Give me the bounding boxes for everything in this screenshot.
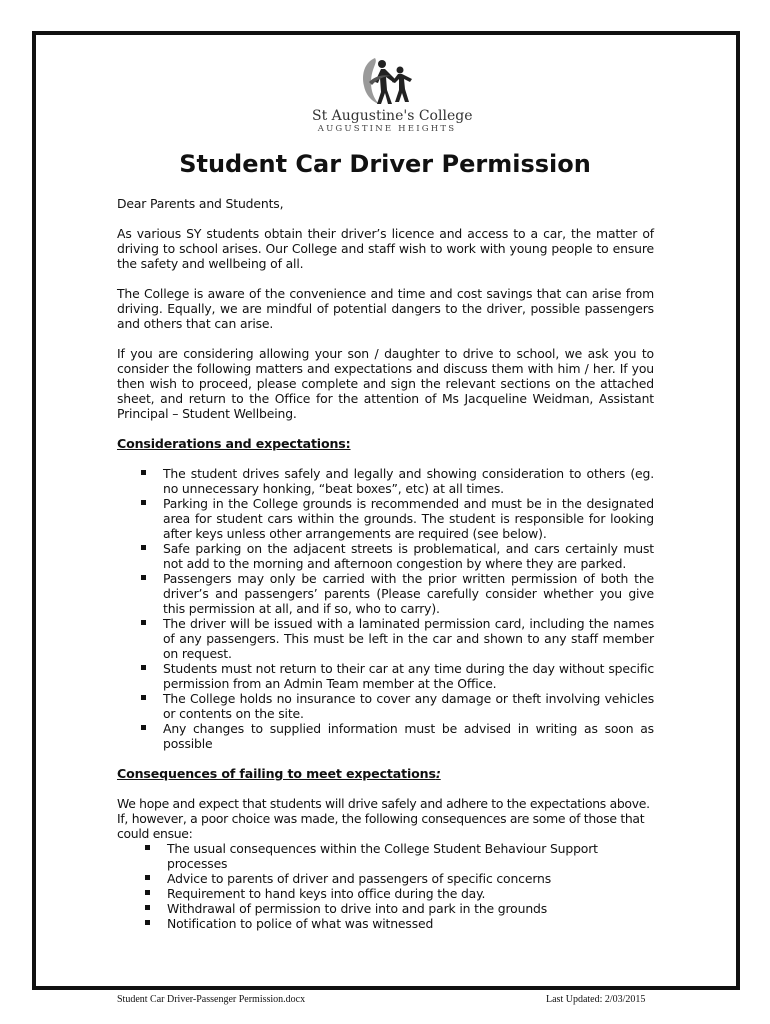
list-item: Passengers may only be carried with the prior written permission of both the driver’s and passengers’ parents (Please carefully consider whether you give this permission at all, and if so, who to carry). [117, 571, 654, 616]
college-logo [312, 52, 473, 142]
college-name: St Augustine's College [312, 108, 473, 124]
consequences-heading [117, 766, 654, 781]
bullet-icon [141, 695, 146, 700]
bullet-icon [141, 500, 146, 505]
considerations-heading: Considerations and expectations: [117, 436, 351, 451]
list-item: The College holds no insurance to cover any damage or theft involving vehicles or contents on the site. [117, 691, 654, 721]
paragraph-awareness: The College is aware of the convenience and time and cost savings that can arise from driving. Equally, we are mindful of potential dangers to the driver, possible passengers and others that can arise. [117, 286, 654, 331]
bullet-icon [141, 725, 146, 730]
bullet-icon [145, 920, 150, 925]
list-item: Parking in the College grounds is recommended and must be in the designated area for student cars within the grounds. The student is responsible for looking after keys unless other arrangements are required (see below). [117, 496, 654, 541]
list-item: Safe parking on the adjacent streets is problematical, and cars certainly must not add to the morning and afternoon congestion by where they are parked. [117, 541, 654, 571]
consequences-intro: We hope and expect that students will drive safely and adhere to the expectations above. If, however, a poor choice was made, the following consequences are some of those that could ensue: [117, 796, 650, 841]
consequences-heading-colon: : [435, 766, 441, 781]
bullet-icon [145, 890, 150, 895]
bullet-icon [141, 665, 146, 670]
list-item: The usual consequences within the College Student Behaviour Support processes [117, 841, 654, 871]
letter-body [117, 196, 654, 931]
list-item: Withdrawal of permission to drive into and park in the grounds [117, 901, 654, 916]
footer-filename: Student Car Driver-Passenger Permission.docx [117, 994, 306, 1005]
list-item: Students must not return to their car at any time during the day without specific permission from an Admin Team member at the Office. [117, 661, 654, 691]
bullet-icon [141, 545, 146, 550]
bullet-icon [145, 905, 150, 910]
paragraph-considering: If you are considering allowing your son / daughter to drive to school, we ask you to consider the following matters and expectations and discuss them with him / her. If you then wish to proceed, please complete and sign the relevant sections on the attached sheet, and return to the Office for the attention of Ms Jacqueline Weidman, Assistant Principal – Student Wellbeing. [117, 346, 654, 421]
bullet-icon [141, 575, 146, 580]
college-location: AUGUSTINE HEIGHTS [317, 124, 457, 134]
salutation: Dear Parents and Students, [117, 196, 284, 211]
consequences-heading-text: Consequences of failing to meet expectations [117, 766, 436, 781]
list-item: Advice to parents of driver and passengers of specific concerns [117, 871, 654, 886]
considerations-list [117, 466, 654, 751]
bullet-icon [141, 620, 146, 625]
consequences-list [117, 841, 654, 931]
list-item: Notification to police of what was witnessed [117, 916, 654, 931]
list-item: Any changes to supplied information must be advised in writing as soon as possible [117, 721, 654, 751]
page-title: Student Car Driver Permission [179, 150, 591, 178]
list-item: The student drives safely and legally and showing consideration to others (eg. no unnecessary honking, “beat boxes”, etc) at all times. [117, 466, 654, 496]
bullet-icon [145, 875, 150, 880]
list-item: Requirement to hand keys into office during the day. [117, 886, 654, 901]
bullet-icon [145, 845, 150, 850]
list-item: The driver will be issued with a laminated permission card, including the names of any passengers. This must be left in the car and shown to any staff member on request. [117, 616, 654, 661]
bullet-icon [141, 470, 146, 475]
college-emblem-icon [355, 52, 419, 108]
paragraph-intro: As various SY students obtain their driver’s licence and access to a car, the matter of driving to school arises. Our College and staff wish to work with young people to ensure the safety and wellbeing of all. [117, 226, 654, 271]
footer-last-updated: Last Updated: 2/03/2015 [546, 994, 646, 1005]
